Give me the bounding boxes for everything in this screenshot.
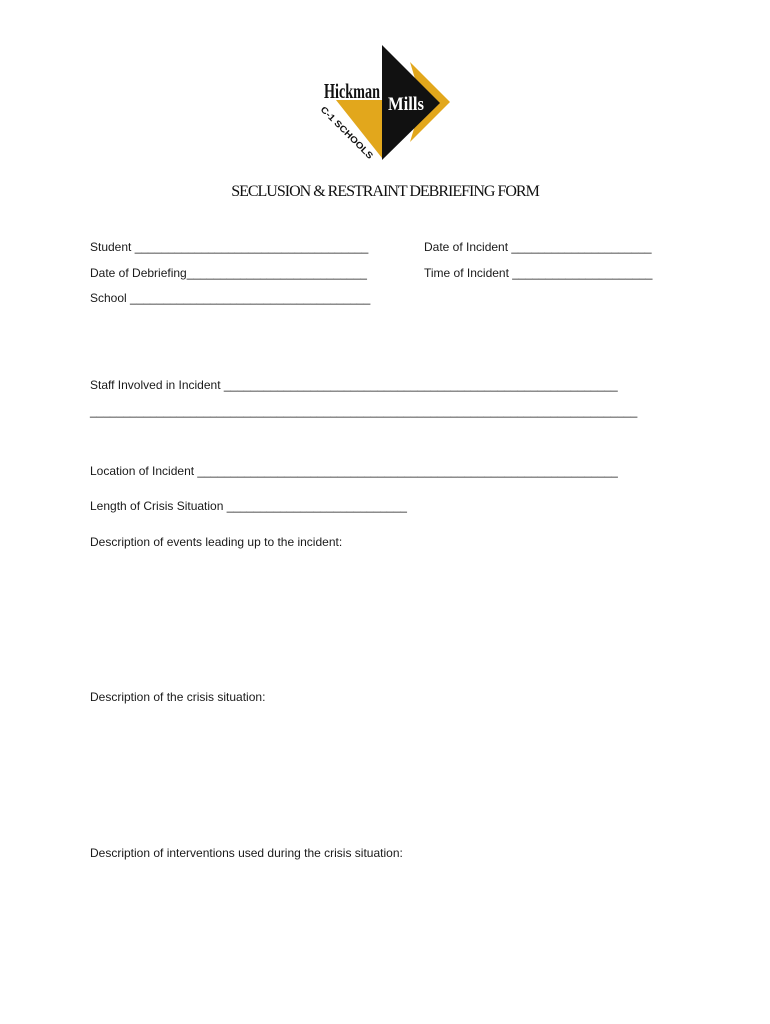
events-leading-label: Description of events leading up to the incident: [90,535,343,549]
length-of-crisis-field[interactable]: Length of Crisis Situation ___________________________ [90,499,407,513]
logo-word-hickman: Hickman [324,79,381,103]
interventions-label: Description of interventions used during the crisis situation: [90,846,403,860]
date-of-debriefing-field[interactable]: Date of Debriefing___________________________ [90,266,367,280]
date-of-incident-field[interactable]: Date of Incident _____________________ [424,240,652,254]
staff-involved-continuation-line[interactable]: __________________________________________________________________________________ [90,404,638,418]
hickman-mills-logo [300,40,460,168]
logo-tagline: C-1 SCHOOLS [318,104,370,155]
staff-involved-field[interactable]: Staff Involved in Incident ___________________________________________________________ [90,378,618,392]
location-of-incident-field[interactable]: Location of Incident _______________________________________________________________ [90,464,618,478]
logo-word-mills: Mills [388,94,424,115]
form-title: SECLUSION & RESTRAINT DEBRIEFING FORM [231,183,539,200]
crisis-situation-label: Description of the crisis situation: [90,690,266,704]
school-field[interactable]: School ____________________________________ [90,291,371,305]
student-field[interactable]: Student ___________________________________ [90,240,369,254]
time-of-incident-field[interactable]: Time of Incident _____________________ [424,266,653,280]
